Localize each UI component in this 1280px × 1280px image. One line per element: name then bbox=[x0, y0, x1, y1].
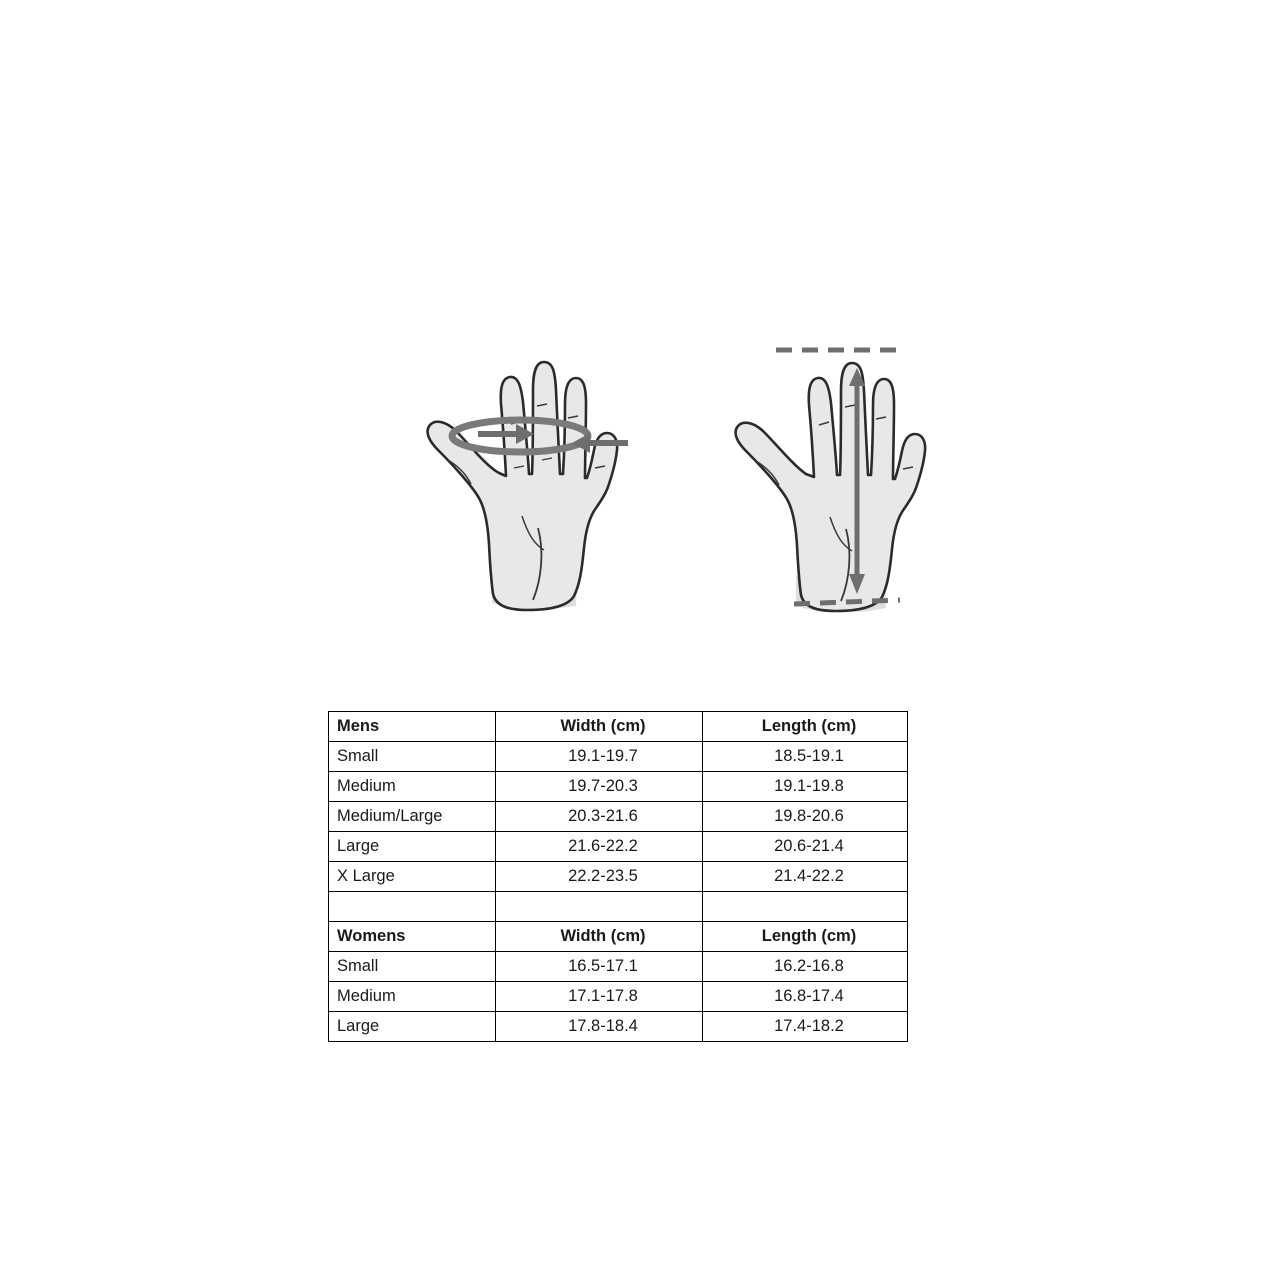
table-row bbox=[329, 772, 908, 802]
size-length: 16.8-17.4 bbox=[703, 982, 908, 1012]
size-length: 16.2-16.8 bbox=[703, 952, 908, 982]
spacer-cell bbox=[329, 892, 496, 922]
table-row bbox=[329, 982, 908, 1012]
table-row bbox=[329, 802, 908, 832]
size-length: 19.8-20.6 bbox=[703, 802, 908, 832]
left-hand-illustration bbox=[428, 362, 628, 610]
womens-header-length: Length (cm) bbox=[703, 922, 908, 952]
right-hand-illustration bbox=[736, 350, 926, 613]
size-label: Large bbox=[329, 1012, 496, 1042]
table-spacer-row bbox=[329, 892, 908, 922]
size-label: Small bbox=[329, 952, 496, 982]
size-label: Medium/Large bbox=[329, 802, 496, 832]
size-width: 20.3-21.6 bbox=[496, 802, 703, 832]
table-row bbox=[329, 1012, 908, 1042]
size-chart-table bbox=[328, 711, 908, 1042]
size-label: Medium bbox=[329, 982, 496, 1012]
table-row bbox=[329, 952, 908, 982]
table-row bbox=[329, 742, 908, 772]
womens-header-width: Width (cm) bbox=[496, 922, 703, 952]
size-length: 21.4-22.2 bbox=[703, 862, 908, 892]
spacer-cell bbox=[703, 892, 908, 922]
table-row bbox=[329, 862, 908, 892]
table-header-row-mens bbox=[329, 712, 908, 742]
size-label: Small bbox=[329, 742, 496, 772]
size-width: 17.1-17.8 bbox=[496, 982, 703, 1012]
size-length: 19.1-19.8 bbox=[703, 772, 908, 802]
size-width: 22.2-23.5 bbox=[496, 862, 703, 892]
size-width: 16.5-17.1 bbox=[496, 952, 703, 982]
womens-header-label: Womens bbox=[329, 922, 496, 952]
hand-diagram-svg bbox=[328, 228, 980, 653]
size-width: 17.8-18.4 bbox=[496, 1012, 703, 1042]
hand-measurement-diagram bbox=[328, 228, 980, 653]
size-width: 19.7-20.3 bbox=[496, 772, 703, 802]
table-header-row-womens bbox=[329, 922, 908, 952]
mens-header-width: Width (cm) bbox=[496, 712, 703, 742]
size-width: 19.1-19.7 bbox=[496, 742, 703, 772]
spacer-cell bbox=[496, 892, 703, 922]
mens-header-length: Length (cm) bbox=[703, 712, 908, 742]
size-chart-table-container bbox=[328, 711, 880, 1042]
size-label: X Large bbox=[329, 862, 496, 892]
size-label: Medium bbox=[329, 772, 496, 802]
size-length: 20.6-21.4 bbox=[703, 832, 908, 862]
mens-header-label: Mens bbox=[329, 712, 496, 742]
size-length: 17.4-18.2 bbox=[703, 1012, 908, 1042]
size-width: 21.6-22.2 bbox=[496, 832, 703, 862]
size-length: 18.5-19.1 bbox=[703, 742, 908, 772]
table-row bbox=[329, 832, 908, 862]
size-label: Large bbox=[329, 832, 496, 862]
